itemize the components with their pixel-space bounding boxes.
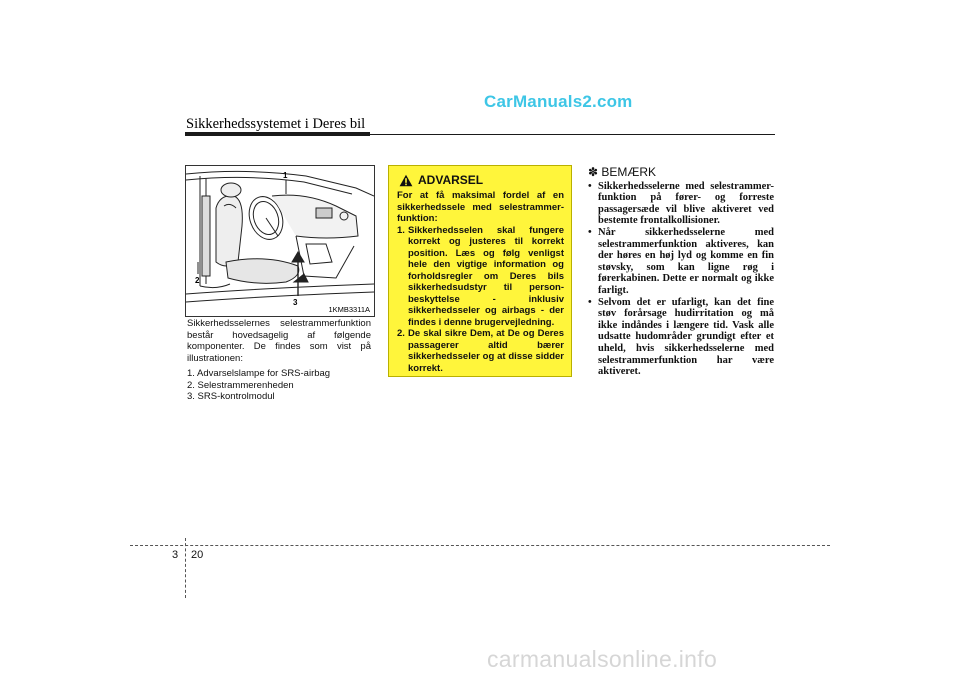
warning-item-1 xyxy=(397,225,564,329)
warning-intro: For at få maksimal fordel af en sikkerhedssele med selestrammer-funktion: xyxy=(397,190,564,224)
warning-item-2-number: 2. xyxy=(397,328,405,339)
note-item-1-text: Sikkerhedsselerne med selestrammer-funktion på fører- og forreste passagersæde vil blive aktiveret ved bestemte frontalkollisioner. xyxy=(598,180,774,227)
warning-box xyxy=(388,165,572,377)
car-interior-illustration xyxy=(185,165,375,317)
watermark-carmanuals2: CarManuals2.com xyxy=(484,92,633,111)
note-item-1 xyxy=(588,181,774,227)
warning-item-2-text: De skal sikre Dem, at De og Deres passagerer altid bærer sikkerhedsseler og at disse sidder korrekt. xyxy=(408,328,564,374)
header-rule-thin xyxy=(185,134,775,135)
page-header-title: Sikkerhedssystemet i Deres bil xyxy=(186,116,366,132)
warning-triangle-icon xyxy=(399,174,413,187)
note-item-2 xyxy=(588,227,774,297)
warning-title: ADVARSEL xyxy=(418,172,484,187)
note-item-3-text: Selvom det er ufarligt, kan det fine støv forårsage hudirritation og må ikke indåndes i længere tid. Vask alle udsatte hudområder grundigt efter et uheld, hvis sikkerhedsselerne med selestrammerfunktion har være aktiveret. xyxy=(598,296,774,378)
warning-item-1-text: Sikkerhedsselen skal fungere korrekt og justeres til korrekt position. Læs og følg venligst hele den vigtige information og forholdsregler om Deres bils sikkerhedsudstyr til person-beskyttelse - inklusiv sikkerhedsseler og airbags - der findes i denne brugervejledning. xyxy=(408,224,564,328)
warning-item-2 xyxy=(397,328,564,374)
note-item-2-text: Når sikkerhedsselerne med selestrammerfunktion aktiveres, kan der høres en høj lyd og komme en fin støvsky, som kan ligne røg i førerkabinen. Dette er normalt og ikke farligt. xyxy=(598,226,774,296)
note-section xyxy=(588,167,774,378)
component-item-2: 2. Selestrammerenheden xyxy=(187,379,294,391)
component-item-1: 1. Advarselslampe for SRS-airbag xyxy=(187,368,331,379)
component-item-3: 3. SRS-kontrolmodul xyxy=(187,391,275,402)
bullet-icon: • xyxy=(588,226,592,238)
figure-code: 1KMB3311A xyxy=(328,305,370,314)
footer-vertical-rule xyxy=(185,538,186,598)
warning-item-1-number: 1. xyxy=(397,224,405,236)
bullet-icon: • xyxy=(588,180,592,192)
page-number: 20 xyxy=(191,549,204,561)
note-item-3 xyxy=(588,297,774,378)
note-title: ✽ BEMÆRK xyxy=(588,165,657,179)
car-interior-drawing xyxy=(186,166,374,316)
callout-2: 2 xyxy=(195,276,200,285)
bullet-icon: • xyxy=(588,296,592,308)
warning-header xyxy=(399,174,564,187)
footer-rule xyxy=(130,545,830,546)
callout-3: 3 xyxy=(293,298,298,307)
components-description xyxy=(187,318,371,403)
chapter-number: 3 xyxy=(172,549,179,561)
watermark-carmanualsonline: carmanualsonline.info xyxy=(487,646,718,672)
components-intro: Sikkerhedsselernes selestrammerfunktion består hovedsagelig af følgende komponenter. De findes som vist på illustrationen: xyxy=(187,318,371,364)
callout-1: 1 xyxy=(283,171,288,180)
